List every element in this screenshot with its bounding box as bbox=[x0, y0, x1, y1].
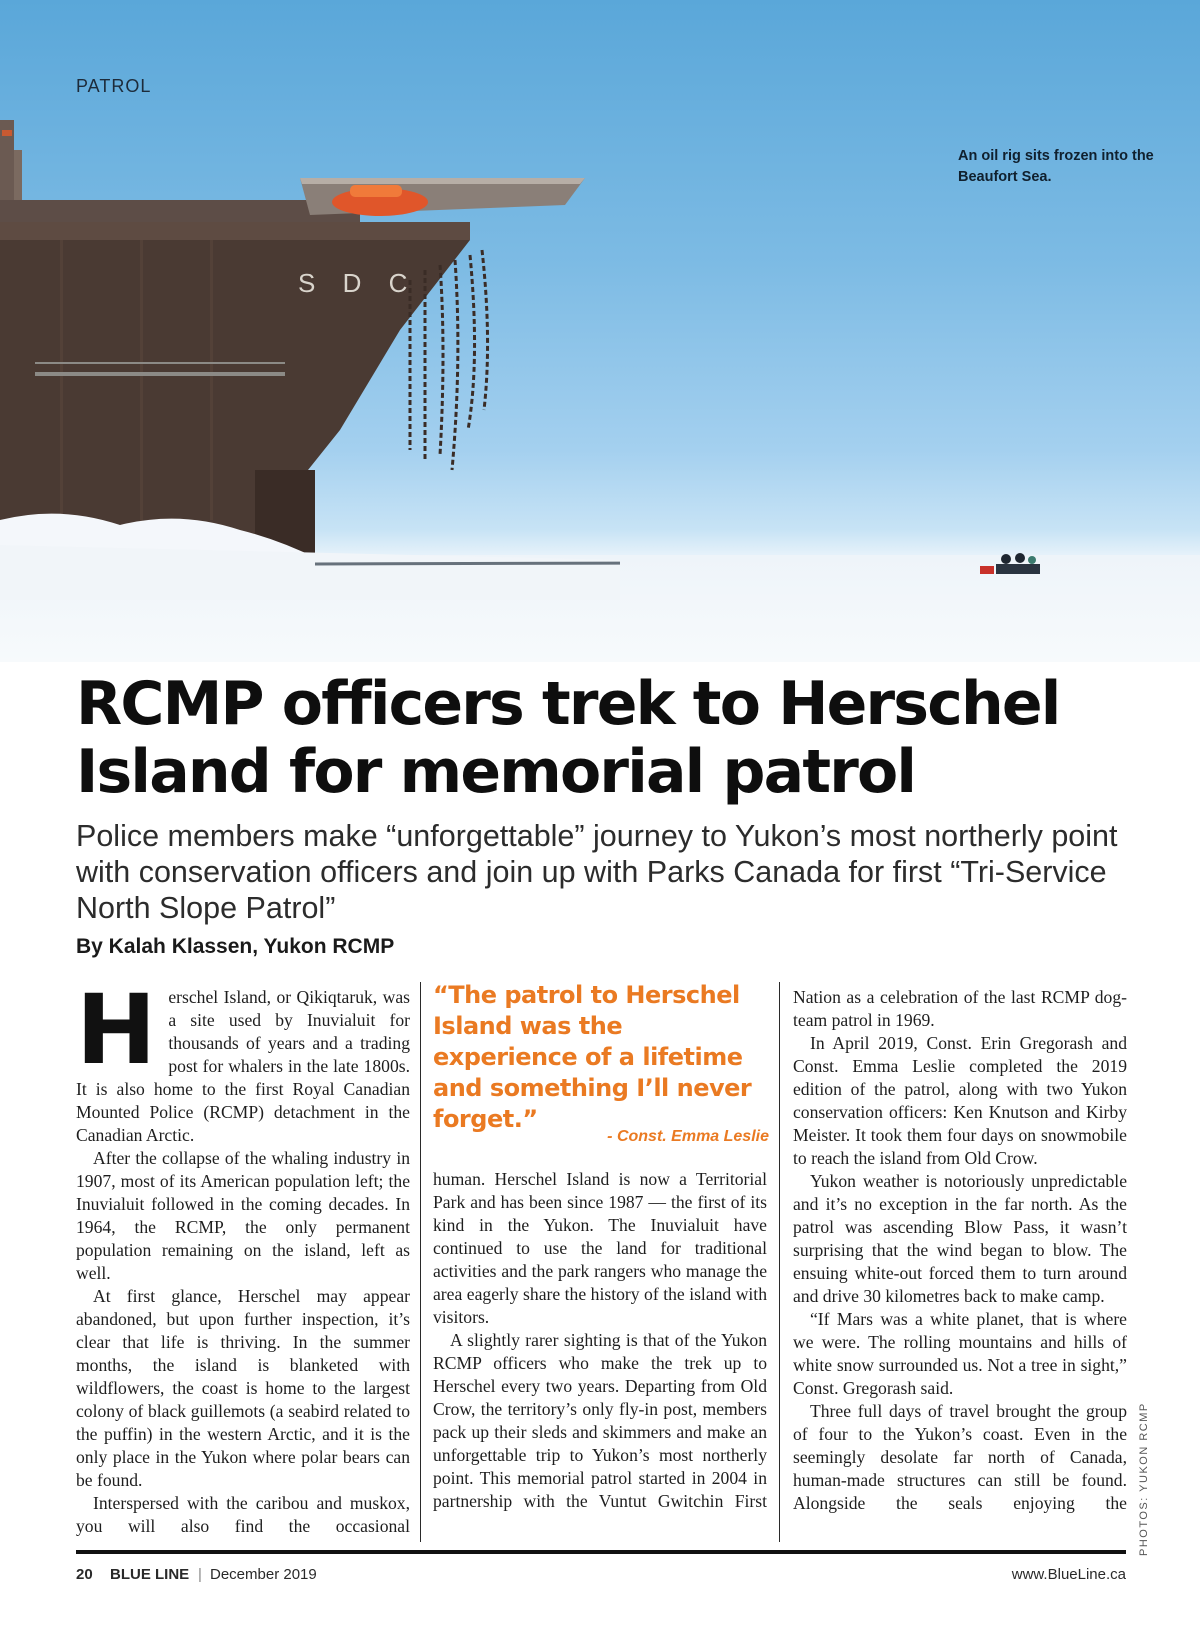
page-footer bbox=[76, 1566, 1126, 1590]
paragraph: Yukon weather is notoriously unpredictable and it’s no exception in the far north. As the patrol was ascending Blow Pass, it wasn’t surprising that the wind began to blow. The ensuing white-out forced them to turn around and drive 30 kilometres back to make camp. bbox=[793, 1171, 1127, 1306]
column-divider bbox=[779, 982, 780, 1542]
pull-quote: “The patrol to Herschel Island was the experience of a lifetime and something I’ll never forget.” bbox=[433, 981, 752, 1133]
paragraph: human. Herschel Island is now a Territorial Park and has been since 1987 — the first of its kind in the Yukon. The Inuvialuit have continued to use the land for traditional activities and the park rangers who manage the area eagerly share the history of the island with visitors. bbox=[433, 1169, 767, 1327]
article-headline: RCMP officers trek to Herschel Island for memorial patrol bbox=[76, 669, 1060, 807]
website-link[interactable]: www.BlueLine.ca bbox=[1011, 1566, 1126, 1583]
photo-caption: An oil rig sits frozen into the Beaufort Sea. bbox=[958, 148, 1154, 185]
section-label: PATROL bbox=[76, 76, 152, 96]
paragraph: “If Mars was a white planet, that is where we were. The rolling mountains and hills of white snow surrounded us. Not a tree in sight,” Const. Gregorash said. bbox=[793, 1309, 1127, 1398]
paragraph: After the collapse of the whaling industry in 1907, most of its American population left; the Inuvialuit followed in the coming decades. In 1964, the RCMP, the only permanent population remaining on the island, left as well. bbox=[76, 1148, 410, 1283]
paragraph: Interspersed with the caribou and muskox, you will also find the occasional bbox=[76, 1493, 410, 1536]
paragraph: A slightly rarer sighting is that of the Yukon RCMP officers who make the trek up to Herschel every two years. Departing from Old Crow, the territory’s only fly-in post, members pack up their sleds and skimmers and make an unforgettable trip to Yukon’s most northerly point. This memorial patrol started in 2004 in partnership with the Vuntut Gwitchin First bbox=[433, 1330, 767, 1511]
body-column-3 bbox=[793, 986, 1127, 1541]
footer-separator: | bbox=[198, 1566, 202, 1583]
article-deck: Police members make “unforgettable” journey to Yukon’s most northerly point with conservation officers and join up with Parks Canada for first “Tri-Service North Slope Patrol” bbox=[76, 819, 1118, 925]
paragraph: Nation as a celebration of the last RCMP dog-team patrol in 1969. bbox=[793, 987, 1127, 1030]
paragraph: At first glance, Herschel may appear abandoned, but upon further inspection, it’s clear that life is thriving. In the summer months, the island is blanketed with wildflowers, the coast is home to the largest colony of black guillemots (a seabird related to the puffin) in the western Arctic, and it is the only place in the Yukon where polar bears can be found. bbox=[76, 1286, 410, 1490]
paragraph: erschel Island, or Qikiqtaruk, was a site used by Inuvialuit for thousands of years and a trading post for whalers in the late 1800s. It is also home to the first Royal Canadian Mounted Police (RCMP) detachment in the Canadian Arctic. bbox=[76, 987, 410, 1145]
hero-photo bbox=[0, 0, 1200, 662]
column-divider bbox=[420, 982, 421, 1542]
drop-cap: H bbox=[76, 986, 157, 1086]
paragraph: Three full days of travel brought the group of four to the Yukon’s coast. Even in the seemingly desolate far north of Canada, human-made structures can still be found. Alongside the seals enjoying the bbox=[793, 1401, 1127, 1513]
magazine-name: BLUE LINE bbox=[110, 1566, 190, 1583]
footer-rule bbox=[76, 1550, 1126, 1554]
snowmobile-group-illustration bbox=[978, 550, 1048, 580]
article-byline: By Kalah Klassen, Yukon RCMP bbox=[76, 935, 395, 958]
issue-date: December 2019 bbox=[210, 1566, 317, 1583]
pull-quote-attribution: - Const. Emma Leslie bbox=[607, 1128, 769, 1145]
page-number: 20 bbox=[76, 1566, 93, 1583]
rig-marking: S D C bbox=[298, 268, 418, 298]
paragraph: In April 2019, Const. Erin Gregorash and Const. Emma Leslie completed the 2019 edition of the patrol, along with two Yukon conservation officers: Ken Knutson and Kirby Meister. It took them four days on snowmobile to reach the island from Old Crow. bbox=[793, 1033, 1127, 1168]
body-column-2 bbox=[433, 1168, 767, 1541]
photo-credit: PHOTOS: YUKON RCMP bbox=[1138, 1402, 1150, 1556]
body-column-1 bbox=[76, 986, 410, 1541]
